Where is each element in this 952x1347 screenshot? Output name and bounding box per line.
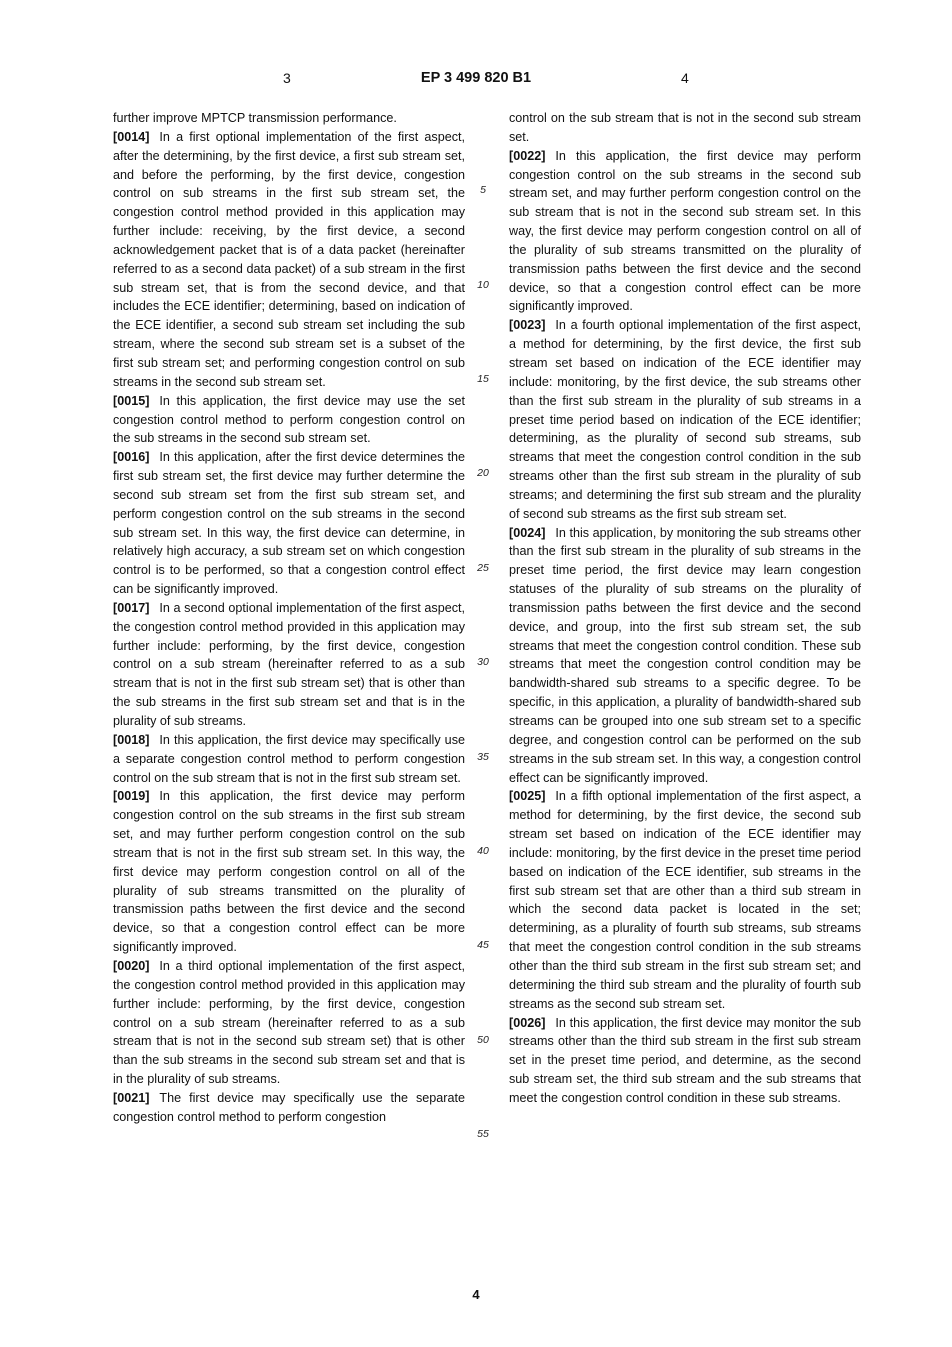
paragraph — [509, 787, 861, 1013]
paragraph-text: In this application, the first device may perform congestion control on the sub streams in the first sub stream set, and may further perform congestion control on the sub stream that is not in the first sub stream set. In this way, the first device may perform congestion control on all of the plurality of sub streams transmitted on the plurality of transmission paths between the first device and the second device, so that a congestion control effect can be more significantly improved. — [113, 789, 465, 955]
page-number: 4 — [472, 1287, 480, 1302]
paragraph — [509, 147, 861, 317]
line-number: 10 — [477, 279, 489, 291]
paragraph-text: In this application, after the first device determines the first sub stream set, the first device may further determine the second sub stream set from the first sub stream set, and perform congestion control on the sub streams in the second sub stream set. In this way, the first device can determine, in relatively high accuracy, a sub stream set on which congestion control is to be performed, so that a congestion control effect can be significantly improved. — [113, 450, 465, 597]
paragraph — [113, 599, 465, 731]
paragraph — [509, 1014, 861, 1108]
paragraph-number: [0018] — [113, 732, 150, 747]
paragraph — [113, 731, 465, 788]
paragraph — [113, 392, 465, 449]
paragraph — [113, 448, 465, 599]
paragraph-text: In a third optional implementation of the first aspect, the congestion control method provided in this application may further include: performing, by the first device, congestion control on a sub stream (hereinafter referred to as a sub stream that is not in the second sub stream set) that is other than the sub streams in the second sub stream set and that is in the plurality of sub streams. — [113, 958, 465, 1087]
paragraph-number: [0014] — [113, 129, 150, 144]
right-page-number: 4 — [681, 70, 689, 86]
line-number: 15 — [477, 373, 489, 385]
paragraph-text: In this application, the first device may use the set congestion control method to perform congestion control on the sub streams in the second sub stream set. — [113, 393, 465, 446]
paragraph-number: [0016] — [113, 450, 150, 465]
line-number: 25 — [477, 562, 489, 574]
line-number: 5 — [480, 184, 486, 196]
paragraph-text: In this application, the first device may specifically use a separate congestion control method to perform congestion control on the sub stream that is not in the first sub stream set. — [113, 732, 465, 785]
line-number: 40 — [477, 845, 489, 857]
paragraph — [509, 316, 861, 523]
paragraph-number: [0024] — [509, 525, 546, 540]
paragraph — [113, 1089, 465, 1127]
paragraph-number: [0017] — [113, 600, 150, 615]
paragraph — [113, 128, 465, 392]
paragraph-number: [0023] — [509, 318, 546, 333]
paragraph-text: In a fourth optional implementation of the first aspect, a method for determining, by the first device, the first sub stream set based on indication of the ECE identifier may include: monitoring, by the first device, the sub streams other than the first sub stream in the plurality of sub streams in a preset time period based on indication of the ECE identifier; determining, as the plurality of second sub streams, sub streams that meet the congestion control condition in the sub streams other than the first sub stream in the plurality of sub streams; and determining the first sub stream and the plurality of second sub streams as the first sub stream set. — [509, 318, 861, 521]
line-number: 50 — [477, 1034, 489, 1046]
paragraph-number: [0015] — [113, 393, 150, 408]
line-number: 45 — [477, 939, 489, 951]
paragraph-text: The first device may specifically use the separate congestion control method to perform congestion — [113, 1090, 465, 1124]
paragraph-number: [0020] — [113, 958, 150, 973]
paragraph-text: further improve MPTCP transmission performance. — [113, 111, 397, 125]
paragraph — [113, 109, 465, 128]
paragraph-number: [0022] — [509, 148, 546, 163]
paragraph — [113, 957, 465, 1089]
line-number: 35 — [477, 751, 489, 763]
left-page-number: 3 — [283, 70, 291, 86]
left-column — [113, 109, 465, 1127]
line-number: 30 — [477, 656, 489, 668]
patent-number: EP 3 499 820 B1 — [420, 70, 532, 86]
paragraph-text: In this application, by monitoring the sub streams other than the first sub stream in the plurality of sub streams in the preset time period, the first device may learn congestion statuses of the plurality of sub streams on the plurality of transmission paths between the first device and the second device, and group, into the first sub stream set, the sub streams that meet the congestion control condition. These sub streams that meet the congestion control condition may be bandwidth-shared sub streams to a specific degree. To be specific, in this application, a plurality of bandwidth-shared sub streams can be grouped into one sub stream set to a specific degree, and congestion control can be performed on the sub streams in the sub stream set. In this way, a congestion control effect can be significantly improved. — [509, 525, 861, 785]
paragraph-number: [0026] — [509, 1015, 546, 1030]
paragraph-text: In a first optional implementation of the first aspect, after the determining, by the first device, a first sub stream set, and before the performing, by the first device, congestion control on sub streams in the first sub stream set, the congestion control method provided in this application may further include: receiving, by the first device, a second acknowledgement packet that is of a data packet (hereinafter referred to as a second data packet) of a sub stream in the first sub stream set, that is from the second device, and that includes the ECE identifier; determining, based on indication of the ECE identifier, a second sub stream set including the sub stream, where the second sub stream set is a subset of the first sub stream set; and performing congestion control on sub streams in the second sub stream set. — [113, 129, 465, 389]
paragraph-text: In this application, the first device may monitor the sub streams other than the third sub stream in the first sub stream set in the preset time period, and determine, as the second sub stream set, the third sub stream and the sub streams that meet the congestion control condition in these sub streams. — [509, 1015, 861, 1105]
paragraph-number: [0019] — [113, 789, 150, 804]
paragraph-text: control on the sub stream that is not in the second sub stream set. — [509, 111, 861, 144]
paragraph-number: [0021] — [113, 1090, 150, 1105]
right-column — [509, 109, 861, 1108]
line-number: 20 — [477, 467, 489, 479]
paragraph-text: In this application, the first device may perform congestion control on the sub streams in the second sub stream set, and may further perform congestion control on the sub stream that is not in the second sub stream set. In this way, the first device may perform congestion control on all of the plurality of sub streams transmitted on the plurality of transmission paths between the first device and the second device, so that a congestion control effect can be more significantly improved. — [509, 148, 861, 314]
paragraph — [509, 109, 861, 147]
paragraph — [113, 787, 465, 957]
paragraph-number: [0025] — [509, 789, 546, 804]
paragraph-text: In a fifth optional implementation of the first aspect, a method for determining, by the first device, the second sub stream set based on indication of the ECE identifier may include: monitoring, by the first device in the preset time period based on indication of the ECE identifier, sub streams in the first sub stream set that are other than a third sub stream in which the second data packet is located in the set; determining, as a plurality of fourth sub streams, sub streams that meet the congestion control condition in the sub streams other than the third sub stream in the first sub stream set; and determining the third sub stream and the plurality of fourth sub streams as the second sub stream set. — [509, 789, 861, 1011]
line-number: 55 — [477, 1128, 489, 1140]
paragraph-text: In a second optional implementation of the first aspect, the congestion control method provided in this application may further include: performing, by the first device, congestion control on a sub stream (hereinafter referred to as a sub stream that is not in the first sub stream set) that is other than the sub streams in the first sub stream set and that is in the plurality of sub streams. — [113, 600, 465, 728]
paragraph — [509, 524, 861, 788]
